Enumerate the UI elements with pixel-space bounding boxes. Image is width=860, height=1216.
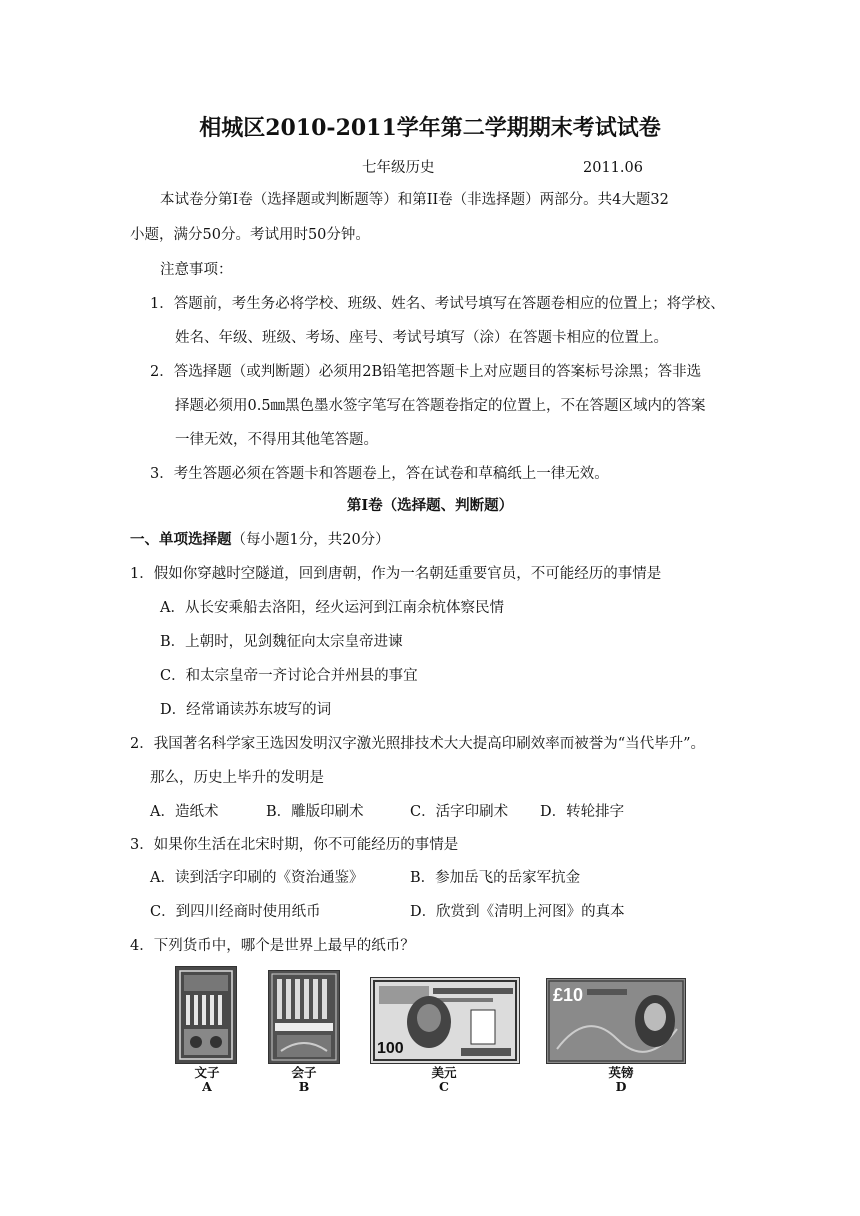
us-dollar-banknote-image	[370, 977, 520, 1064]
subject-label: 七年级历史	[362, 160, 435, 176]
option-d-name: 英镑	[608, 1065, 634, 1080]
note-1-line-1: 1．答题前，考生务必将学校、班级、姓名、考试号填写在答题卷相应的位置上；将学校、	[150, 296, 725, 312]
british-pound-banknote-image	[546, 978, 686, 1064]
note-1-line-2: 姓名、年级、班级、考场、座号、考试号填写（涂）在答题卡相应的位置上。	[175, 330, 668, 346]
q3-stem: 3．如果你生活在北宋时期，你不可能经历的事情是	[130, 837, 459, 853]
option-a-letter: A	[202, 1079, 212, 1094]
intro-line-2: 小题，满分50分。考试用时50分钟。	[130, 227, 370, 243]
q2-option-d: D．转轮排字	[540, 804, 625, 820]
q4-stem: 4．下列货币中，哪个是世界上最早的纸币？	[130, 938, 415, 954]
option-a-name: 文子	[194, 1065, 220, 1080]
q2-stem-line-1: 2．我国著名科学家王选因发明汉字激光照排技术大大提高印刷效率而被誉为“当代毕升”。	[130, 736, 706, 752]
exam-date: 2011.06	[583, 160, 643, 176]
option-b-name: 会子	[291, 1065, 317, 1080]
q3-option-c: C．到四川经商时使用纸币	[150, 904, 321, 920]
section-1-label: 一、单项选择题	[130, 531, 232, 548]
pound-overprint: £10	[553, 985, 584, 1005]
q3-option-d: D．欣赏到《清明上河图》的真本	[410, 904, 625, 920]
q1-option-d: D．经常诵读苏东坡写的词	[160, 702, 332, 718]
q1-option-a: A．从长安乘船去洛阳，经火运河到江南余杭体察民情	[160, 600, 504, 616]
option-b-caption	[282, 1066, 326, 1094]
page-title: 相城区2010-2011学年第二学期期末考试试卷	[199, 115, 661, 141]
q2-option-a: A．造纸术	[150, 804, 219, 820]
section-1-detail: （每小题1分，共20分）	[231, 532, 390, 548]
option-d-letter: D	[615, 1079, 627, 1094]
notes-heading: 注意事项：	[160, 262, 233, 278]
note-2-line-3: 一律无效，不得用其他笔答题。	[175, 432, 378, 448]
note-2-line-1: 2．答选择题（或判断题）必须用2B铅笔把答题卡上对应题目的答案标号涂黑；答非选	[150, 364, 702, 380]
note-2-line-2: 择题必须用0.5㎜黑色墨水签字笔写在答题卷指定的位置上，不在答题区域内的答案	[175, 398, 706, 414]
option-c-caption	[422, 1066, 466, 1094]
dollar-overprint: 100	[377, 1040, 404, 1057]
q3-option-b: B．参加岳飞的岳家军抗金	[410, 870, 581, 886]
part-1-title: 第Ⅰ卷（选择题、判断题）	[346, 497, 514, 514]
jiaozi-banknote-image	[175, 966, 237, 1064]
option-d-caption	[599, 1066, 643, 1094]
option-b-letter: B	[298, 1079, 310, 1094]
option-c-letter: C	[439, 1079, 449, 1094]
q2-option-b: B．雕版印刷术	[266, 804, 364, 820]
q1-option-b: B．上朝时，见剑魏征向太宗皇帝进谏	[160, 634, 403, 650]
q3-option-a: A．读到活字印刷的《资治通鉴》	[150, 870, 364, 886]
note-3: 3．考生答题必须在答题卡和答题卷上，答在试卷和草稿纸上一律无效。	[150, 466, 609, 482]
option-c-name: 美元	[431, 1065, 457, 1080]
q1-option-c: C．和太宗皇帝一齐讨论合并州县的事宜	[160, 668, 418, 684]
huizi-banknote-image	[268, 970, 340, 1064]
q2-stem-line-2: 那么，历史上毕升的发明是	[150, 770, 324, 786]
intro-line-1: 本试卷分第Ⅰ卷（选择题或判断题等）和第II卷（非选择题）两部分。共4大题32	[160, 192, 669, 208]
section-1-heading	[130, 530, 390, 550]
q1-stem: 1．假如你穿越时空隧道，回到唐朝，作为一名朝廷重要官员，不可能经历的事情是	[130, 566, 662, 582]
q2-option-c: C．活字印刷术	[410, 804, 509, 820]
option-a-caption	[185, 1066, 229, 1094]
